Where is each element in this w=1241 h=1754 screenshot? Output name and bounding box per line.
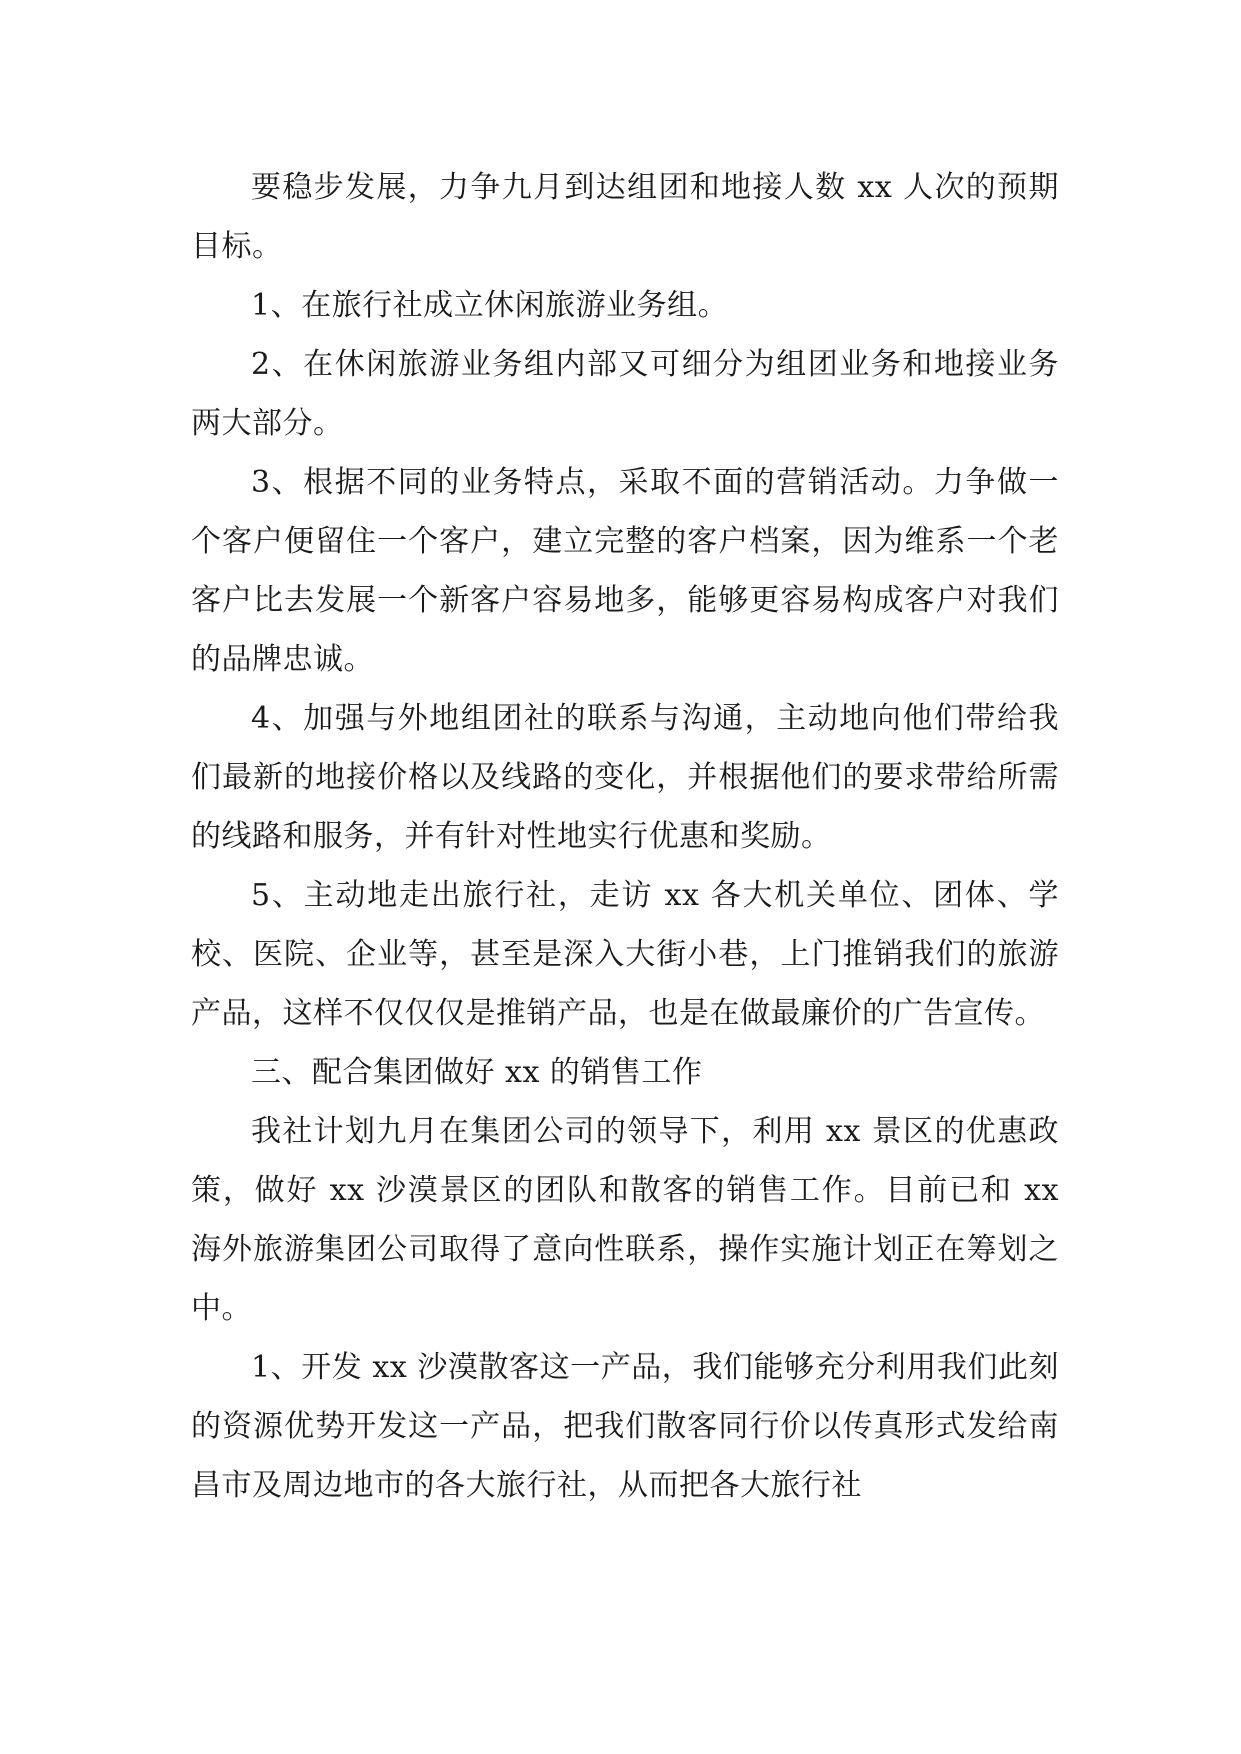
paragraph-8: 1、开发 xx 沙漠散客这一产品，我们能够充分利用我们此刻的资源优势开发这一产品，把我们散客同行价以传真形式发给南昌市及周边地市的各大旅行社，从而把各大旅行社	[191, 1350, 1059, 1503]
paragraph-2: 1、在旅行社成立休闲旅游业务组。	[251, 288, 729, 323]
paragraph-3: 2、在休闲旅游业务组内部又可细分为组团业务和地接业务两大部分。	[191, 347, 1059, 441]
paragraph-1: 要稳步发展，力争九月到达组团和地接人数 xx 人次的预期目标。	[191, 170, 1059, 264]
paragraph-4: 3、根据不同的业务特点，采取不面的营销活动。力争做一个客户便留住一个客户，建立完整的客户档案，因为维系一个老客户比去发展一个新客户容易地多，能够更容易构成客户对我们的品牌忠诚。	[191, 465, 1059, 677]
document-body	[191, 158, 1059, 1515]
paragraph-5: 4、加强与外地组团社的联系与沟通，主动地向他们带给我们最新的地接价格以及线路的变化，并根据他们的要求带给所需的线路和服务，并有针对性地实行优惠和奖励。	[191, 701, 1059, 854]
section-heading: 三、配合集团做好 xx 的销售工作	[251, 1055, 703, 1090]
paragraph-7: 我社计划九月在集团公司的领导下，利用 xx 景区的优惠政策，做好 xx 沙漠景区的团队和散客的销售工作。目前已和 xx 海外旅游集团公司取得了意向性联系，操作实施计划正在筹划之中。	[191, 1114, 1059, 1326]
paragraph-6: 5、主动地走出旅行社，走访 xx 各大机关单位、团体、学校、医院、企业等，甚至是深入大街小巷，上门推销我们的旅游产品，这样不仅仅仅是推销产品，也是在做最廉价的广告宣传。	[191, 878, 1059, 1031]
